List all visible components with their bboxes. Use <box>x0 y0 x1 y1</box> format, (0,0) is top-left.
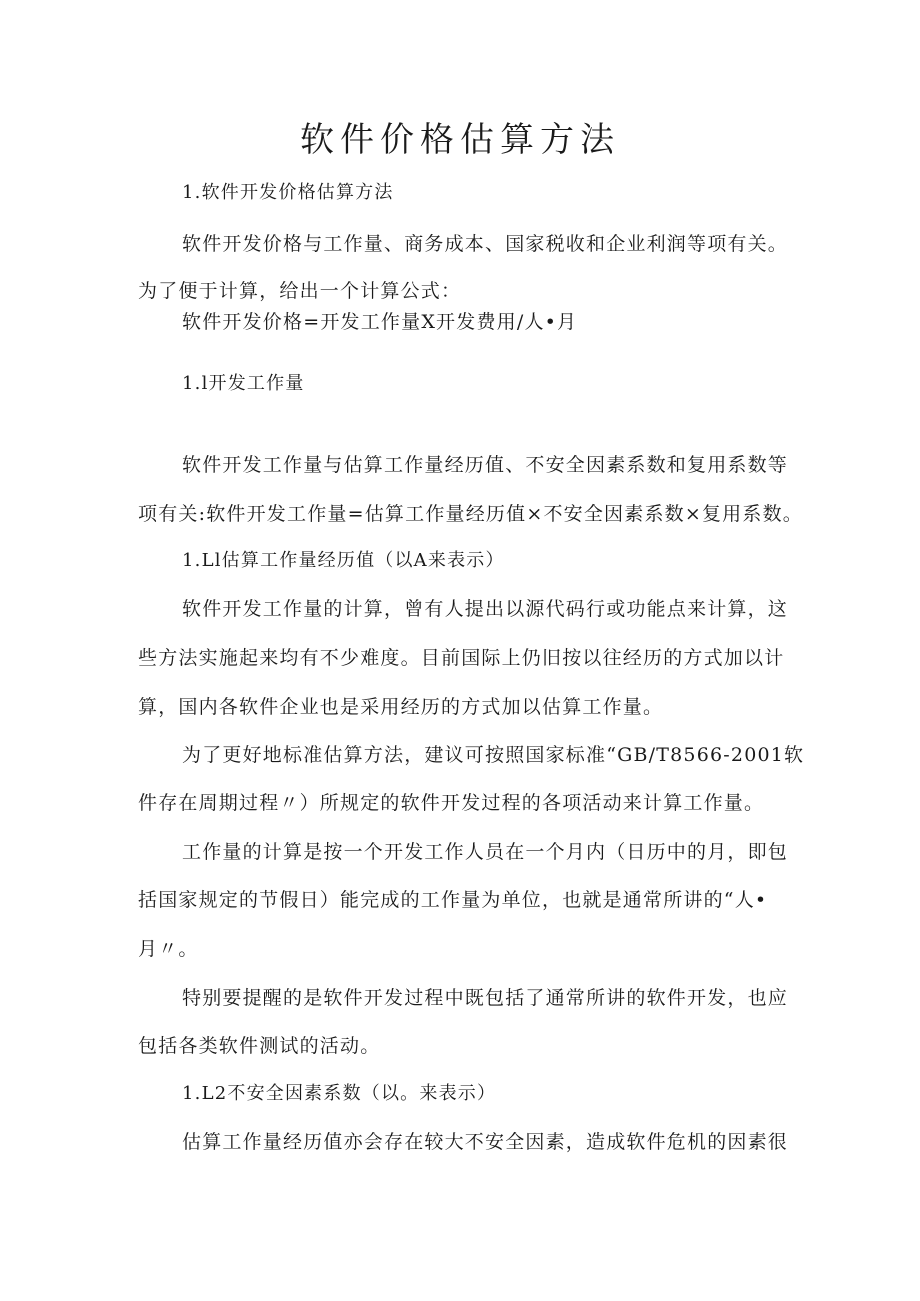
testing-line-2: 包括各类软件测试的活动。 <box>138 1035 381 1057</box>
risk-line-1: 估算工作量经历值亦会存在较大不安全因素，造成软件危机的因素很 <box>182 1131 789 1153</box>
intro-line-1: 软件开发价格与工作量、商务成本、国家税收和企业利润等项有关。 <box>182 233 789 255</box>
section-1-1-heading: 1.l开发工作量 <box>182 373 305 394</box>
standard-line-2: 件存在周期过程〃）所规定的软件开发过程的各项活动来计算工作量。 <box>138 792 765 814</box>
workload-line-1: 软件开发工作量与估算工作量经历值、不安全因素系数和复用系数等 <box>182 454 789 476</box>
document-title: 软件价格估算方法 <box>300 120 620 160</box>
formula-line: 软件开发价格=开发工作量X开发费用/人•月 <box>182 311 578 333</box>
unit-line-1: 工作量的计算是按一个开发工作人员在一个月内（日历中的月，即包 <box>182 841 789 863</box>
workload-line-2: 项有关:软件开发工作量=估算工作量经历值×不安全因素系数×复用系数。 <box>138 503 803 525</box>
unit-line-2: 括国家规定的节假日）能完成的工作量为单位，也就是通常所讲的“人• <box>138 889 768 911</box>
testing-line-1: 特别要提醒的是软件开发过程中既包括了通常所讲的软件开发，也应 <box>182 987 789 1009</box>
unit-line-3: 月〃。 <box>138 938 199 960</box>
intro-line-2: 为了便于计算，给出一个计算公式： <box>138 280 462 302</box>
calc-line-1: 软件开发工作量的计算，曾有人提出以源代码行或功能点来计算，这 <box>182 598 789 620</box>
calc-line-3: 算，国内各软件企业也是采用经历的方式加以估算工作量。 <box>138 696 664 718</box>
section-1-1-2-heading: 1.L2不安全因素系数（以。来表示） <box>182 1083 497 1104</box>
calc-line-2: 些方法实施起来均有不少难度。目前国际上仍旧按以往经历的方式加以计 <box>138 647 785 669</box>
standard-line-1: 为了更好地标准估算方法，建议可按照国家标准“GB/T8566-2001软 <box>182 744 805 766</box>
section-1-1-1-heading: 1.Ll估算工作量经历值（以A来表示） <box>182 550 505 571</box>
section-1-heading: 1.软件开发价格估算方法 <box>182 182 394 203</box>
